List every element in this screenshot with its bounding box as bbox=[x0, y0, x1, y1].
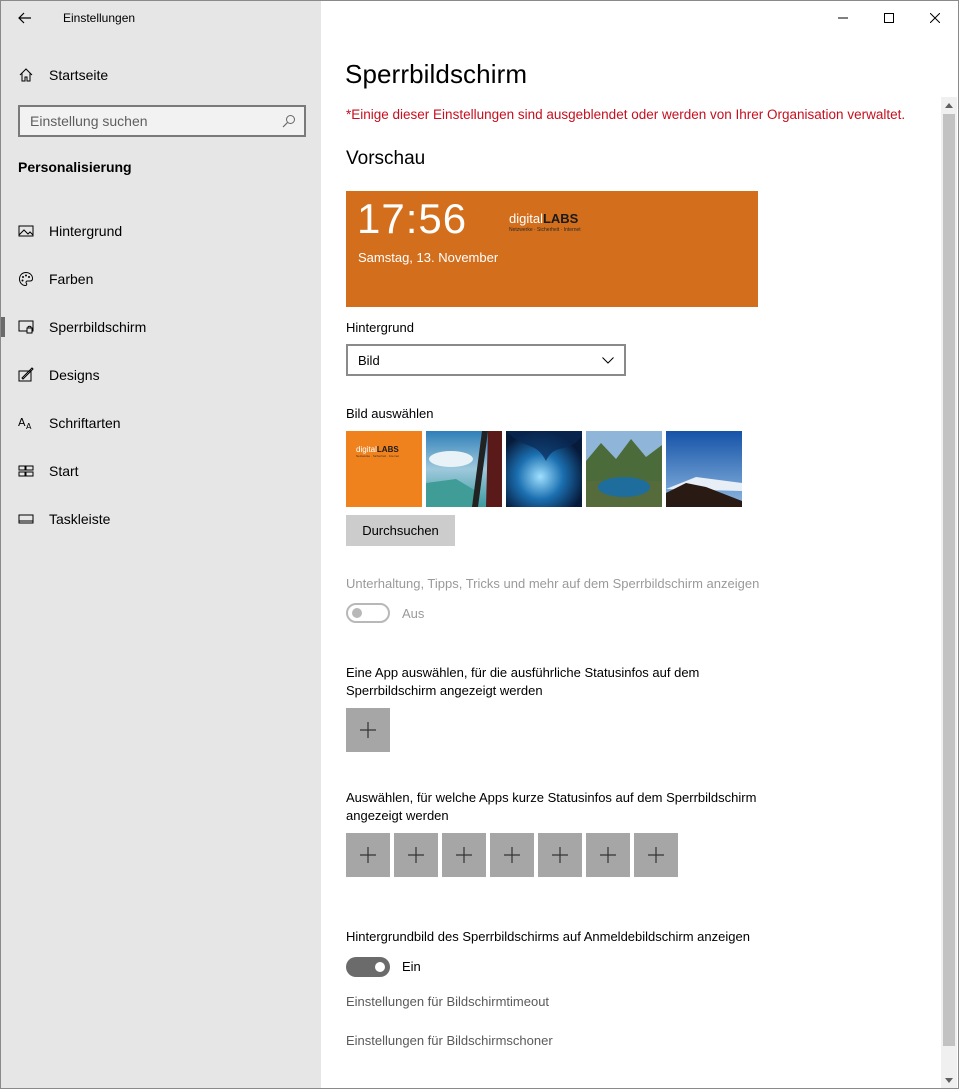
picture-icon bbox=[18, 223, 34, 239]
fonts-icon bbox=[18, 415, 34, 431]
signin-toggle-state: Ein bbox=[402, 959, 421, 974]
chevron-down-icon bbox=[602, 357, 614, 364]
sidebar-item-label: Start bbox=[49, 463, 79, 479]
sidebar-item-home[interactable] bbox=[1, 57, 321, 93]
screensaver-link[interactable]: Einstellungen für Bildschirmschoner bbox=[346, 1033, 553, 1048]
sidebar-item-hintergrund[interactable] bbox=[1, 207, 321, 255]
lock-screen-icon bbox=[18, 319, 34, 335]
sidebar-item-label: Hintergrund bbox=[49, 223, 123, 239]
sidebar-item-start[interactable] bbox=[1, 447, 321, 495]
organization-note: *Einige dieser Einstellungen sind ausgeblendet oder werden von Ihrer Organisation verwaltet. bbox=[346, 107, 906, 122]
plus-icon bbox=[456, 847, 472, 863]
sky-window-image bbox=[426, 431, 502, 507]
sidebar-item-schriftarten[interactable] bbox=[1, 399, 321, 447]
search-icon[interactable] bbox=[282, 114, 296, 128]
thumbnail-volcano-sky[interactable] bbox=[666, 431, 742, 507]
page-title: Sperrbildschirm bbox=[345, 59, 528, 89]
taskbar-icon bbox=[18, 511, 34, 527]
detailed-app-label-line2: Sperrbildschirm angezeigt werden bbox=[346, 683, 543, 698]
thumb-logo-word1: digital bbox=[356, 445, 377, 454]
home-icon bbox=[18, 67, 34, 83]
sidebar-item-sperrbildschirm[interactable] bbox=[1, 303, 321, 351]
background-label: Hintergrund bbox=[346, 320, 414, 335]
browse-button[interactable]: Durchsuchen bbox=[346, 515, 455, 546]
screen-timeout-link[interactable]: Einstellungen für Bildschirmtimeout bbox=[346, 994, 550, 1009]
logo-word-labs: LABS bbox=[542, 211, 579, 226]
section-title: Personalisierung bbox=[18, 159, 132, 175]
scroll-down-button[interactable] bbox=[941, 1072, 957, 1089]
detailed-app-label-line1: Eine App auswählen, für die ausführliche Statusinfos auf dem bbox=[346, 665, 700, 680]
scrollbar[interactable] bbox=[941, 97, 957, 1089]
plus-icon bbox=[360, 847, 376, 863]
scroll-up-button[interactable] bbox=[941, 97, 957, 114]
quick-app-add-button[interactable] bbox=[586, 833, 630, 877]
quick-apps-label-line2: angezeigt werden bbox=[346, 808, 449, 823]
sidebar-item-label: Farben bbox=[49, 271, 94, 287]
sidebar bbox=[1, 1, 321, 1089]
quick-app-add-button[interactable] bbox=[394, 833, 438, 877]
preview-logo bbox=[509, 210, 581, 233]
plus-icon bbox=[552, 847, 568, 863]
thumbnail-mountain-lake[interactable] bbox=[586, 431, 662, 507]
quick-app-add-button[interactable] bbox=[634, 833, 678, 877]
thumbnail-ice-cave[interactable] bbox=[506, 431, 582, 507]
svg-text:A: A bbox=[26, 422, 32, 431]
sidebar-item-label: Designs bbox=[49, 367, 100, 383]
background-dropdown-value: Bild bbox=[358, 352, 380, 368]
thumb-logo-word2: LABS bbox=[376, 445, 399, 454]
tips-label: Unterhaltung, Tipps, Tricks und mehr auf dem Sperrbildschirm anzeigen bbox=[346, 576, 760, 591]
home-label: Startseite bbox=[49, 67, 109, 83]
lock-screen-preview bbox=[346, 191, 758, 307]
logo-word-digital: digital bbox=[509, 211, 543, 226]
sidebar-nav bbox=[1, 207, 321, 543]
plus-icon bbox=[600, 847, 616, 863]
sidebar-item-farben[interactable] bbox=[1, 255, 321, 303]
sidebar-item-label: Schriftarten bbox=[49, 415, 121, 431]
search-box[interactable] bbox=[18, 105, 306, 137]
search-input[interactable] bbox=[30, 113, 282, 129]
quick-app-add-button[interactable] bbox=[346, 833, 390, 877]
background-dropdown[interactable] bbox=[346, 344, 626, 376]
quick-app-add-button[interactable] bbox=[442, 833, 486, 877]
picture-thumbnails bbox=[346, 431, 742, 507]
thumb-logo-tagline: Netzwerke · Sicherheit · Internet bbox=[356, 454, 400, 458]
ice-cave-image bbox=[506, 431, 582, 507]
palette-icon bbox=[18, 271, 34, 287]
sidebar-item-label: Sperrbildschirm bbox=[49, 319, 147, 335]
designs-icon bbox=[18, 367, 34, 383]
sidebar-item-taskleiste[interactable] bbox=[1, 495, 321, 543]
signin-background-toggle[interactable] bbox=[346, 957, 390, 977]
volcano-sky-image bbox=[666, 431, 742, 507]
sidebar-item-designs[interactable] bbox=[1, 351, 321, 399]
thumbnail-sky-window[interactable] bbox=[426, 431, 502, 507]
sidebar-item-label: Taskleiste bbox=[49, 511, 111, 527]
back-button[interactable] bbox=[9, 3, 41, 33]
svg-text:A: A bbox=[18, 416, 26, 429]
title-bar bbox=[1, 1, 321, 35]
back-arrow-icon bbox=[18, 12, 32, 24]
preview-time: 17:56 bbox=[357, 195, 468, 242]
scroll-down-icon bbox=[945, 1078, 953, 1083]
thumb-logo bbox=[356, 445, 399, 458]
scroll-thumb[interactable] bbox=[943, 114, 955, 1046]
choose-picture-label: Bild auswählen bbox=[346, 406, 434, 421]
logo-tagline: Netzwerke · Sicherheit · Internet bbox=[509, 227, 581, 233]
signin-background-label: Hintergrundbild des Sperrbildschirms auf Anmeldebildschirm anzeigen bbox=[346, 929, 750, 944]
thumbnail-digitallabs[interactable] bbox=[346, 431, 422, 507]
preview-heading: Vorschau bbox=[346, 148, 426, 169]
quick-apps-label-line1: Auswählen, für welche Apps kurze Statusinfos auf dem Sperrbildschirm bbox=[346, 790, 757, 805]
start-icon bbox=[18, 463, 34, 479]
app-title: Einstellungen bbox=[63, 11, 136, 25]
plus-icon bbox=[360, 722, 376, 738]
detailed-app-add-button[interactable] bbox=[346, 708, 390, 752]
quick-app-add-button[interactable] bbox=[490, 833, 534, 877]
toggle-knob bbox=[352, 608, 362, 618]
mountain-lake-image bbox=[586, 431, 662, 507]
tips-toggle-state: Aus bbox=[402, 606, 425, 621]
plus-icon bbox=[504, 847, 520, 863]
toggle-knob bbox=[375, 962, 385, 972]
scroll-up-icon bbox=[945, 103, 953, 108]
preview-date: Samstag, 13. November bbox=[358, 250, 499, 265]
plus-icon bbox=[648, 847, 664, 863]
plus-icon bbox=[408, 847, 424, 863]
quick-app-add-button[interactable] bbox=[538, 833, 582, 877]
main-content bbox=[322, 1, 940, 1089]
tips-toggle[interactable] bbox=[346, 603, 390, 623]
